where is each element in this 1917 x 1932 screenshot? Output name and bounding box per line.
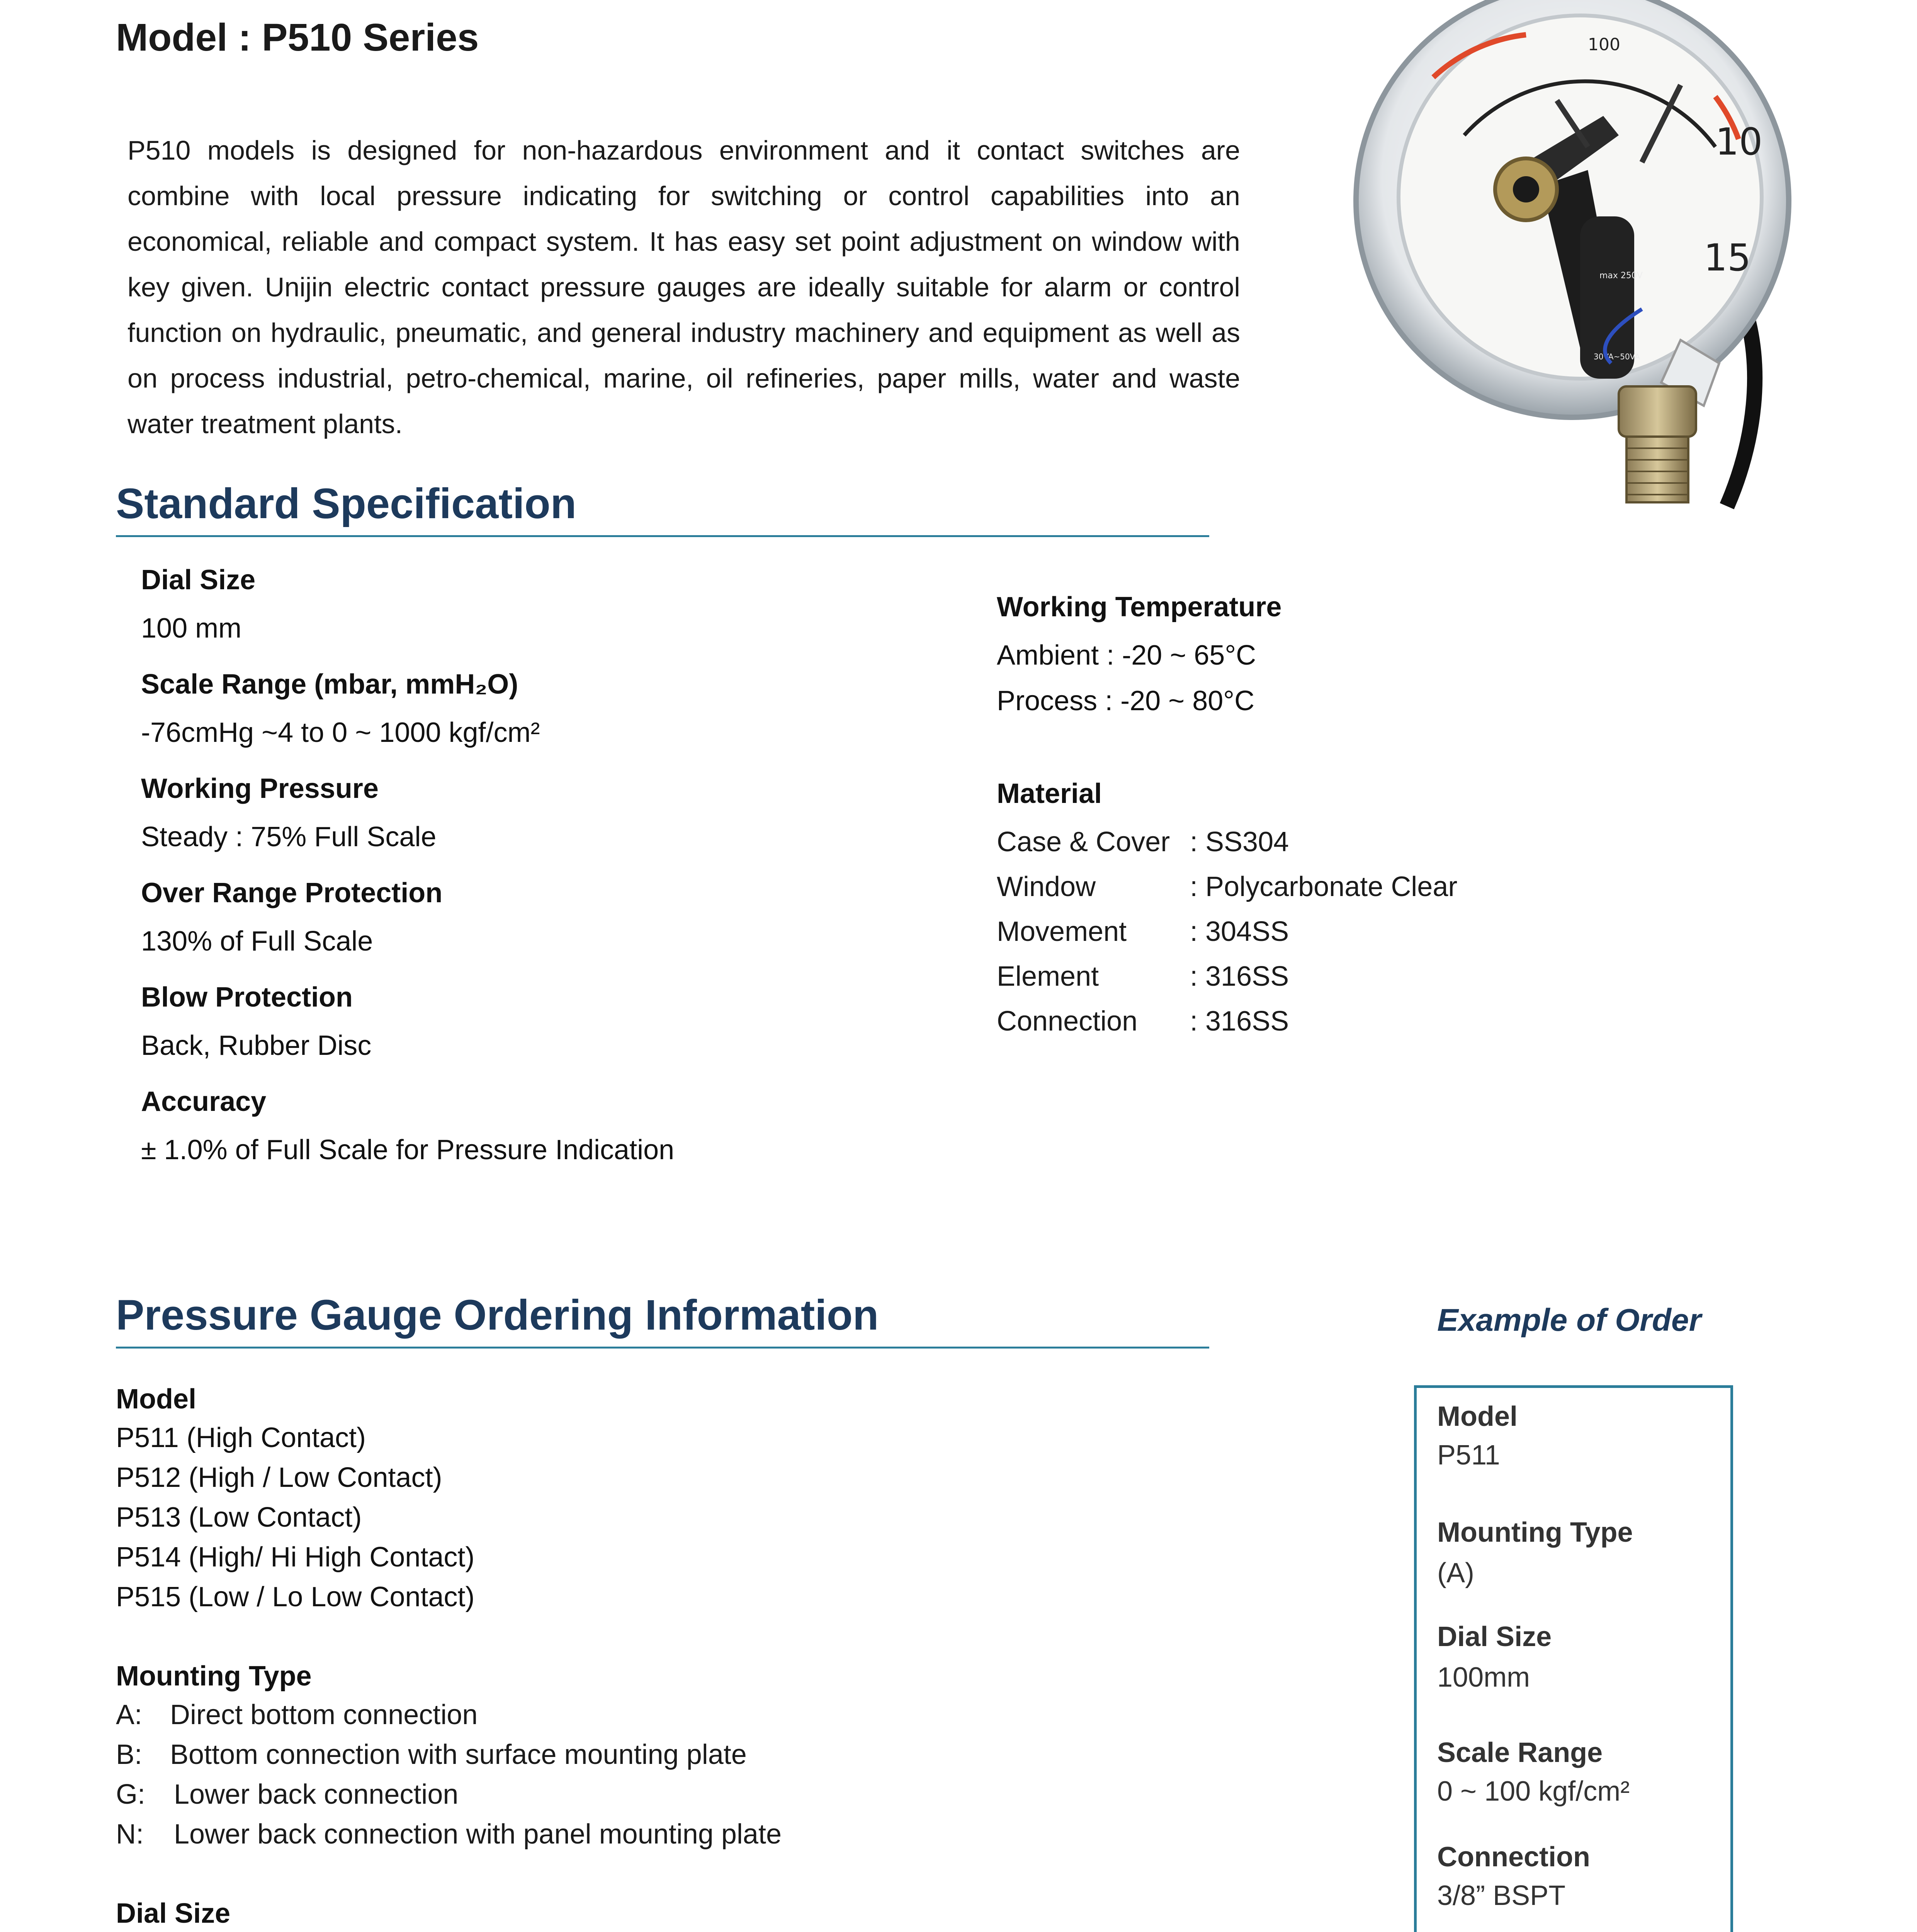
mounting-item [116, 1699, 782, 1739]
standard-spec-heading: Standard Specification [116, 480, 576, 527]
mounting-text: Lower back connection [174, 1779, 459, 1810]
spec-value: 100 mm [141, 613, 242, 644]
spec-accuracy [141, 1086, 674, 1190]
example-label: Dial Size [1437, 1621, 1552, 1652]
dial-number-10: 10 [1715, 120, 1763, 163]
mounting-code: A: [116, 1699, 143, 1730]
ordering-heading: Pressure Gauge Ordering Information [116, 1291, 879, 1339]
spec-value: Back, Rubber Disc [141, 1030, 372, 1061]
spec-label: Accuracy [141, 1086, 267, 1117]
mounting-code: B: [116, 1739, 143, 1770]
working-temperature-label: Working Temperature [997, 592, 1282, 622]
dial-number-15: 15 [1704, 236, 1751, 279]
example-label: Scale Range [1437, 1737, 1603, 1768]
spec-over-range [141, 877, 674, 981]
material-value: : 316SS [1190, 961, 1289, 992]
intro-text: P510 models is designed for non-hazardous environment and it contact switches are combine with local pressure indicating for switching or control capabilities into an economical, reliable and compact system. It has easy set point adjustment on window with key given. Unijin electric contact pressure gauges are ideally suitable for alarm or control function on hydraulic, pneumatic, and general industry machinery and equipment as well as on process industrial, petro-chemical, marine, oil refineries, paper mills, water and waste water treatment plants. [127, 135, 1240, 439]
spec-value: 130% of Full Scale [141, 926, 373, 957]
spec-blow-protection [141, 981, 674, 1086]
process-temperature: Process : -20 ~ 80°C [997, 685, 1255, 716]
model-item: P515 (Low / Lo Low Contact) [116, 1582, 475, 1612]
spec-label: Scale Range (mbar, mmH₂O) [141, 669, 518, 700]
mounting-code: G: [116, 1779, 146, 1810]
spec-label: Blow Protection [141, 982, 353, 1013]
example-value: 100mm [1437, 1662, 1530, 1693]
material-key: Window [997, 871, 1096, 902]
example-title: Example of Order [1437, 1303, 1701, 1338]
material-key: Case & Cover [997, 827, 1170, 857]
spec-working-pressure [141, 773, 674, 877]
material-value: : 304SS [1190, 916, 1289, 947]
material-value: : 316SS [1190, 1006, 1289, 1037]
example-value: P511 [1437, 1440, 1500, 1471]
example-items [1437, 1401, 1633, 1918]
model-item: P512 (High / Low Contact) [116, 1462, 442, 1493]
ordering-model-label: Model [116, 1384, 196, 1415]
page-title: Model : P510 Series [116, 16, 479, 59]
ordering-column [116, 1383, 782, 1932]
spec-label: Working Pressure [141, 773, 379, 804]
example-value: 0 ~ 100 kgf/cm² [1437, 1776, 1630, 1807]
spec-left-column [141, 564, 674, 1190]
model-item: P511 (High Contact) [116, 1422, 366, 1453]
mounting-item [116, 1739, 782, 1779]
mounting-text: Lower back connection with panel mounting plate [174, 1819, 782, 1850]
model-item: P513 (Low Contact) [116, 1502, 362, 1533]
mounting-text: Direct bottom connection [170, 1699, 478, 1730]
material-row [997, 1005, 1457, 1050]
material-row [997, 871, 1457, 916]
example-label: Mounting Type [1437, 1517, 1633, 1548]
example-label: Model [1437, 1401, 1518, 1432]
mounting-item [116, 1818, 782, 1898]
case-mark-voltage: max 250V [1599, 271, 1643, 281]
spec-label: Over Range Protection [141, 878, 443, 908]
example-value: 3/8” BSPT [1437, 1880, 1566, 1911]
model-item: P514 (High/ Hi High Contact) [116, 1542, 475, 1573]
material-row [997, 961, 1457, 1005]
spec-value: Steady : 75% Full Scale [141, 821, 437, 852]
example-value: (A) [1437, 1558, 1474, 1588]
material-row [997, 916, 1457, 961]
ordering-mounting-label: Mounting Type [116, 1661, 312, 1692]
mounting-code: N: [116, 1819, 144, 1850]
standard-spec-rule [116, 535, 1209, 537]
material-value: : Polycarbonate Clear [1190, 871, 1458, 902]
spec-right-column [997, 591, 1457, 1050]
material-key: Connection [997, 1006, 1138, 1037]
material-label: Material [997, 778, 1102, 809]
mounting-text: Bottom connection with surface mounting plate [170, 1739, 747, 1770]
spec-dial-size [141, 564, 674, 668]
spec-value: ± 1.0% of Full Scale for Pressure Indication [141, 1134, 675, 1165]
material-key: Movement [997, 916, 1127, 947]
mounting-item [116, 1779, 782, 1818]
intro-paragraph [127, 128, 1240, 447]
spec-value: -76cmHg ~4 to 0 ~ 1000 kgf/cm² [141, 717, 540, 748]
spec-label: Dial Size [141, 565, 256, 595]
material-row [997, 826, 1457, 871]
material-value: : SS304 [1190, 827, 1289, 857]
ordering-rule [116, 1347, 1209, 1349]
material-key: Element [997, 961, 1099, 992]
spec-scale-range [141, 668, 674, 773]
pressure-gauge-image [1310, 0, 1820, 510]
example-label: Connection [1437, 1842, 1590, 1872]
case-mark-power: 30VA~50VA [1594, 352, 1640, 361]
ambient-temperature: Ambient : -20 ~ 65°C [997, 640, 1256, 671]
ordering-dial-size-label: Dial Size [116, 1898, 231, 1929]
dial-number-100: 100 [1588, 35, 1620, 54]
